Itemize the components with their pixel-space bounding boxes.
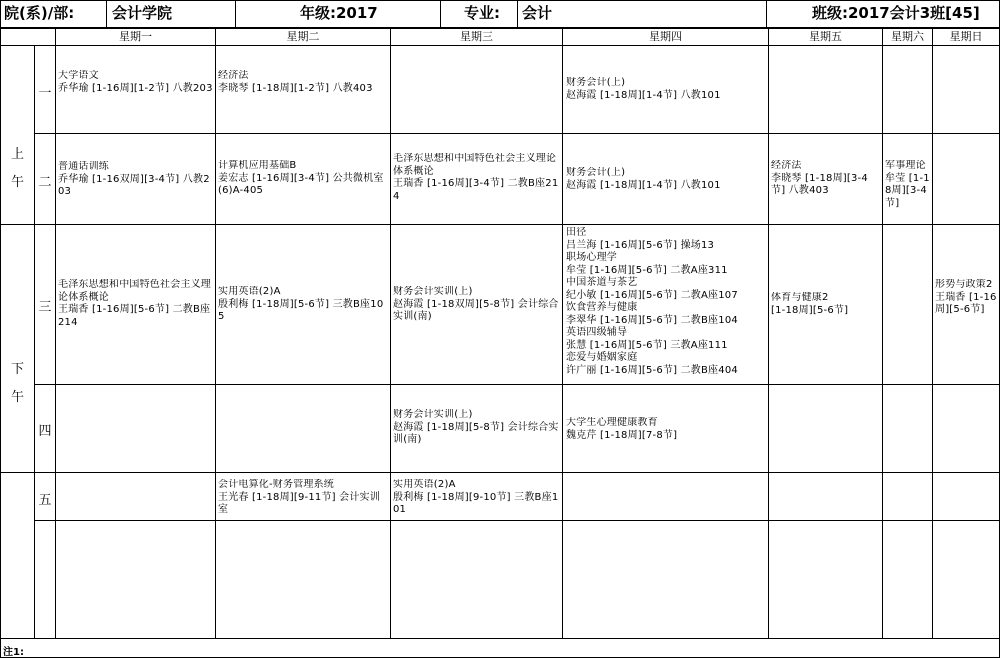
- period-1-label: 一: [38, 86, 52, 101]
- course-cell-p4-thu[interactable]: 大学生心理健康教育 魏克芹 [1-18周][7-8节]: [566, 417, 678, 441]
- course-cell-p3-tue[interactable]: 实用英语(2)A 殷利梅 [1-18周][5-6节] 三教B座105: [218, 286, 384, 322]
- note-label: 注1:: [3, 647, 24, 658]
- course-cell-p5-tue[interactable]: 会计电算化-财务管理系统 王光春 [1-18周][9-11节] 会计实训室: [218, 479, 380, 515]
- course-cell-p2-mon[interactable]: 普通话训练 乔华瑜 [1-16双周][3-4节] 八教203: [58, 161, 210, 197]
- period-3-label: 三: [38, 300, 52, 315]
- afternoon-label: 下 午: [10, 362, 24, 405]
- day-header-sat: 星期六: [891, 30, 924, 43]
- morning-label: 上 午: [10, 147, 24, 190]
- course-cell-p1-thu[interactable]: 财务会计(上) 赵海霞 [1-18周][1-4节] 八教101: [566, 77, 721, 101]
- course-cell-p3-thu[interactable]: 田径 吕兰海 [1-16周][5-6节] 操场13 职场心理学 牟莹 [1-16周][5-6节] 二教A座311 中国茶道与茶艺 纪小敏 [1-16周][5-6节] 二教A座107 饮食营养与健康 李翠华 [1-16周][5-6节] 二教B座104 英语四级辅导 张慧 [1-16周][5-6节] 三教A座111 恋爱与婚姻家庭 许广丽 [1-16周][5-6节] 二教B座404: [566, 227, 738, 376]
- major-label: 专业:: [464, 4, 500, 22]
- course-cell-p1-mon[interactable]: 大学语文 乔华瑜 [1-16周][1-2节] 八教203: [58, 70, 213, 94]
- course-cell-p4-wed[interactable]: 财务会计实训(上) 赵海霞 [1-18周][5-8节] 会计综合实训(南): [393, 409, 559, 445]
- course-cell-p2-sat[interactable]: 军事理论 牟莹 [1-18周][3-4节]: [885, 160, 930, 209]
- dept-label: 院(系)/部:: [4, 4, 75, 22]
- course-cell-p3-fri[interactable]: 体育与健康2 [1-18周][5-6节]: [771, 292, 849, 316]
- class-label: 班级:2017会计3班[45]: [812, 4, 980, 22]
- day-header-mon: 星期一: [119, 30, 152, 43]
- course-cell-p2-tue[interactable]: 计算机应用基础B 姜宏志 [1-16周][3-4节] 公共微机室(6)A-405: [218, 160, 384, 196]
- major-value: 会计: [522, 4, 553, 22]
- day-header-thu: 星期四: [649, 30, 682, 43]
- day-header-tue: 星期二: [286, 30, 320, 43]
- dept-value: 会计学院: [112, 4, 173, 22]
- course-cell-p3-sun[interactable]: 形势与政策2 王瑞香 [1-16周][5-6节]: [935, 279, 997, 315]
- course-cell-p1-tue[interactable]: 经济法 李晓琴 [1-18周][1-2节] 八教403: [218, 70, 373, 94]
- course-cell-p3-wed[interactable]: 财务会计实训(上) 赵海霞 [1-18双周][5-8节] 会计综合实训(南): [393, 286, 559, 322]
- period-2-label: 二: [38, 175, 52, 190]
- period-5-label: 五: [38, 493, 52, 508]
- day-header-sun: 星期日: [949, 30, 983, 43]
- period-4-label: 四: [38, 424, 52, 439]
- course-cell-p5-wed[interactable]: 实用英语(2)A 殷利梅 [1-18周][9-10节] 三教B座101: [393, 479, 559, 515]
- grade-label: 年级:2017: [300, 4, 378, 22]
- course-cell-p2-thu[interactable]: 财务会计(上) 赵海霞 [1-18周][1-4节] 八教101: [566, 167, 721, 191]
- course-cell-p3-mon[interactable]: 毛泽东思想和中国特色社会主义理论体系概论 王瑞香 [1-16周][5-6节] 二教B座214: [58, 279, 211, 328]
- day-header-wed: 星期三: [460, 30, 493, 43]
- course-cell-p2-wed[interactable]: 毛泽东思想和中国特色社会主义理论体系概论 王瑞香 [1-16周][3-4节] 二教B座214: [393, 153, 559, 202]
- course-cell-p2-fri[interactable]: 经济法 李晓琴 [1-18周][3-4节] 八教403: [771, 160, 868, 196]
- day-header-fri: 星期五: [809, 30, 842, 43]
